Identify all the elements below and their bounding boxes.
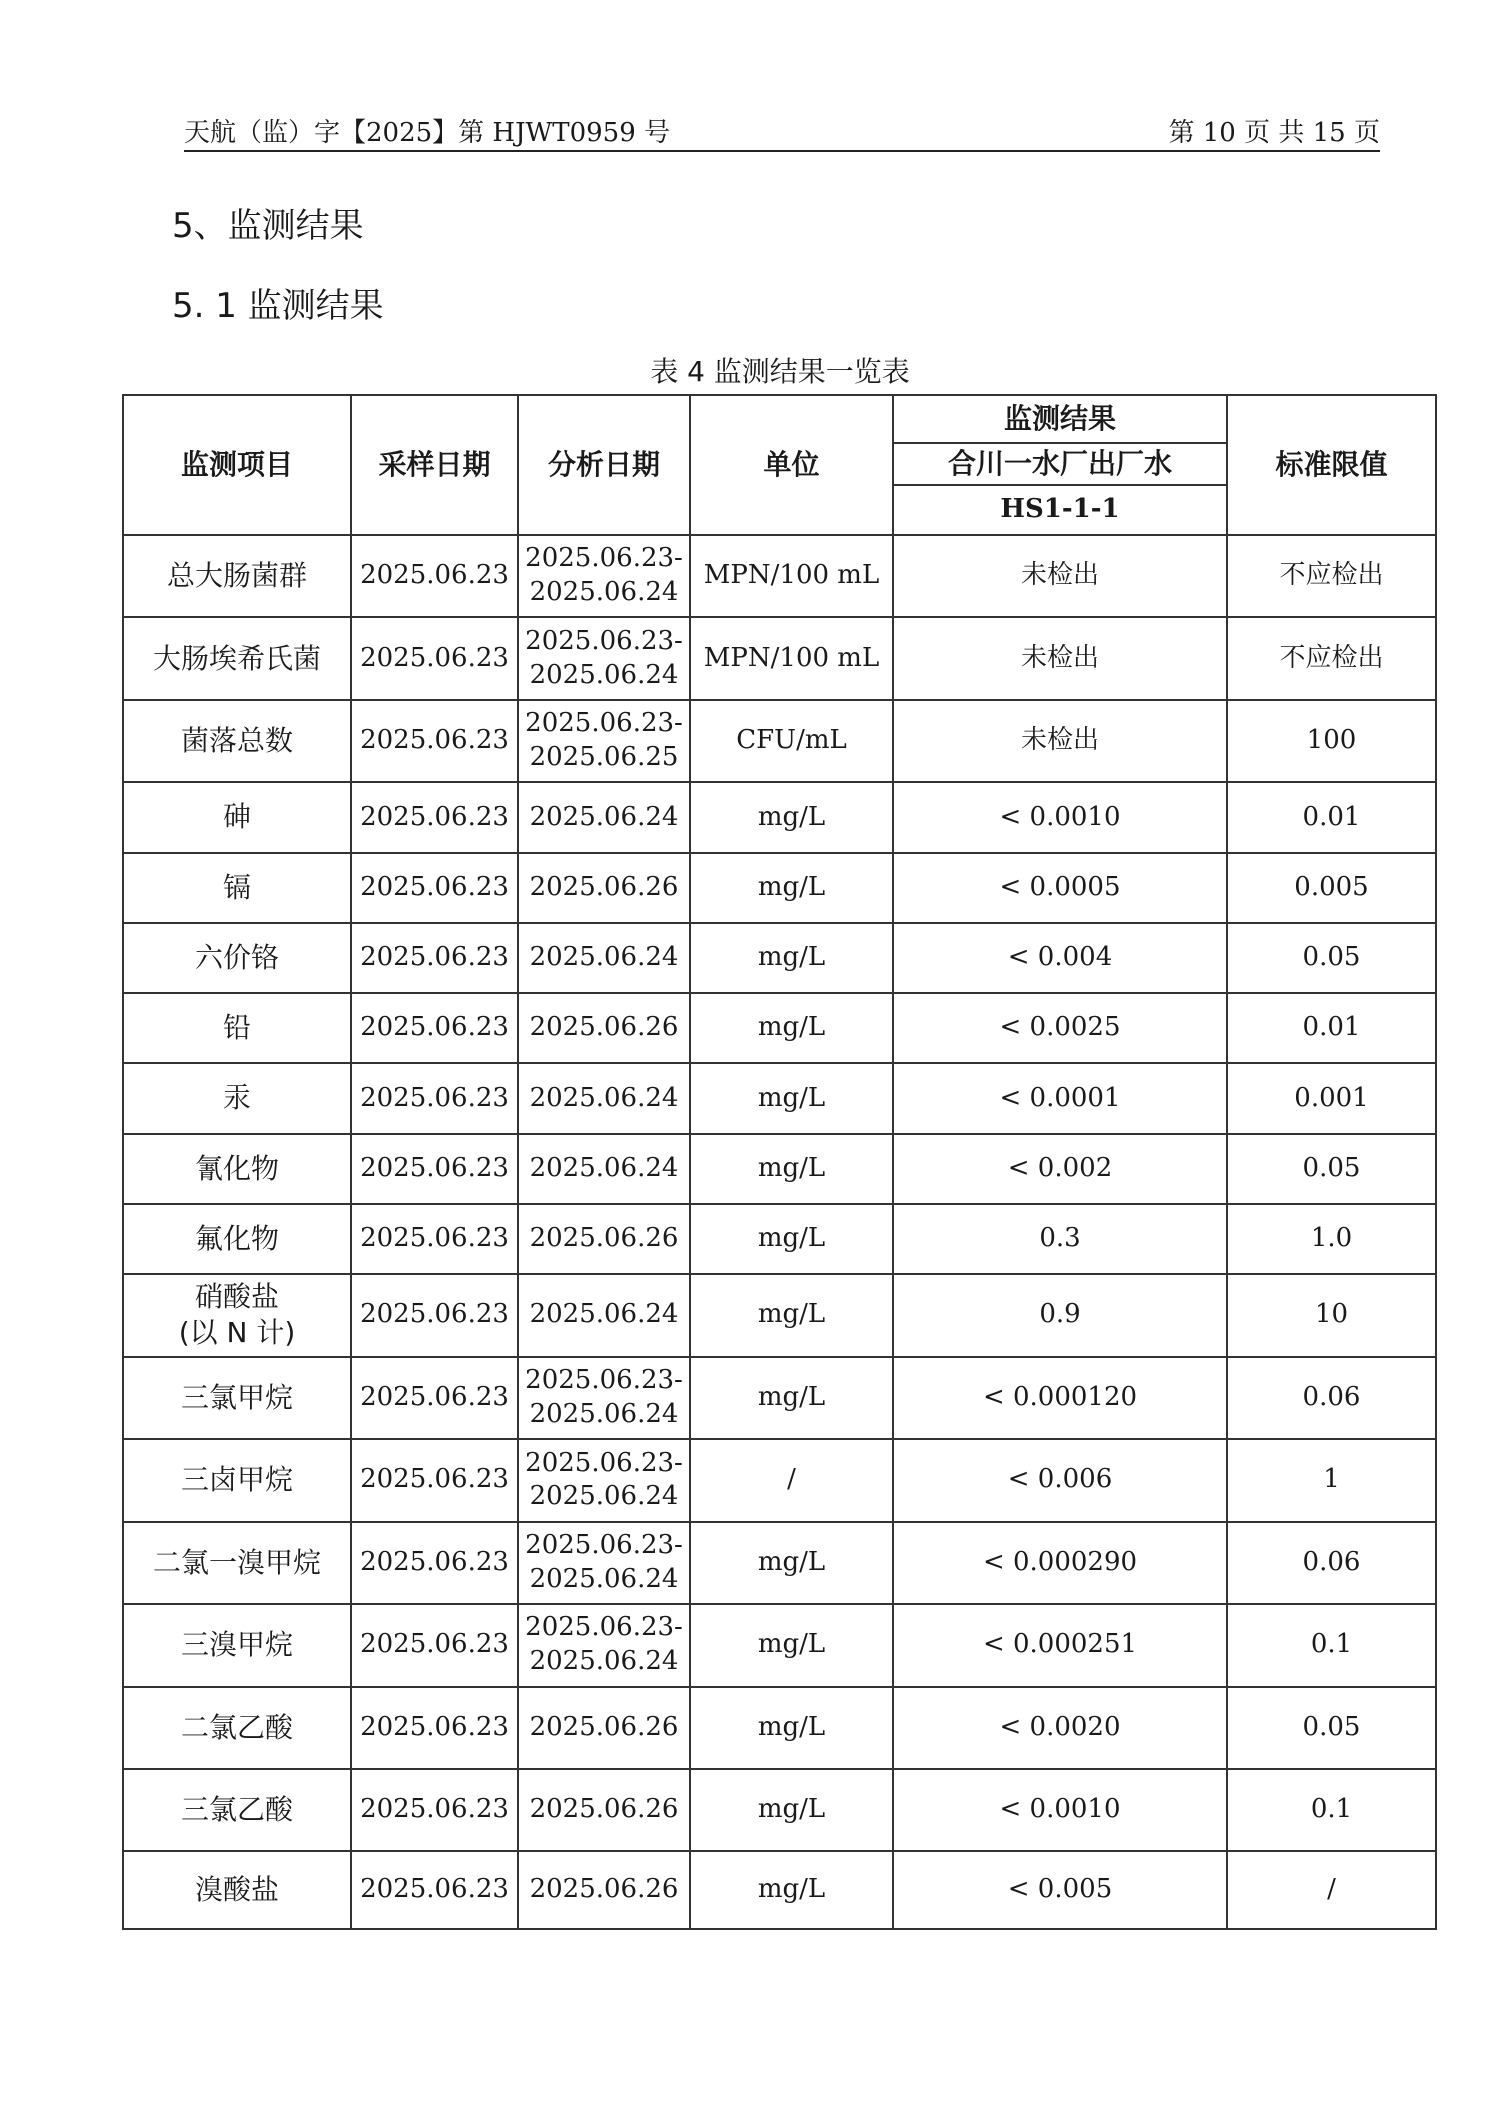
cell-result: < 0.005 xyxy=(893,1851,1227,1929)
cell-sampling-date: 2025.06.23 xyxy=(351,1134,518,1204)
cell-limit: 0.1 xyxy=(1227,1769,1436,1851)
cell-limit: 0.01 xyxy=(1227,782,1436,852)
table-row xyxy=(123,1274,1436,1356)
subsection-title: 5. 1 监测结果 xyxy=(172,286,384,326)
cell-analysis-date: 2025.06.23- 2025.06.24 xyxy=(518,1604,690,1686)
cell-sampling-date: 2025.06.23 xyxy=(351,1204,518,1274)
cell-item: 三氯乙酸 xyxy=(123,1769,351,1851)
table-row xyxy=(123,1522,1436,1604)
cell-unit: CFU/mL xyxy=(690,700,893,782)
cell-limit: 0.06 xyxy=(1227,1522,1436,1604)
cell-item: 汞 xyxy=(123,1063,351,1133)
table-row xyxy=(123,853,1436,923)
table-row xyxy=(123,617,1436,699)
header-limit: 标准限值 xyxy=(1227,395,1436,535)
results-table xyxy=(122,394,1437,1930)
table-row xyxy=(123,1769,1436,1851)
page-info: 第 10 页 共 15 页 xyxy=(1168,118,1380,148)
cell-sampling-date: 2025.06.23 xyxy=(351,1522,518,1604)
cell-item: 镉 xyxy=(123,853,351,923)
cell-sampling-date: 2025.06.23 xyxy=(351,1439,518,1521)
cell-sampling-date: 2025.06.23 xyxy=(351,1769,518,1851)
table-row xyxy=(123,535,1436,617)
cell-result: < 0.0005 xyxy=(893,853,1227,923)
cell-analysis-date: 2025.06.26 xyxy=(518,1851,690,1929)
cell-item: 砷 xyxy=(123,782,351,852)
cell-limit: 10 xyxy=(1227,1274,1436,1356)
cell-unit: mg/L xyxy=(690,993,893,1063)
header-analysis-date: 分析日期 xyxy=(518,395,690,535)
cell-unit: mg/L xyxy=(690,1134,893,1204)
cell-analysis-date: 2025.06.23- 2025.06.25 xyxy=(518,700,690,782)
cell-result: < 0.000290 xyxy=(893,1522,1227,1604)
page-header xyxy=(184,108,1380,152)
cell-result: 0.3 xyxy=(893,1204,1227,1274)
cell-unit: mg/L xyxy=(690,1851,893,1929)
cell-unit: mg/L xyxy=(690,1357,893,1439)
cell-limit: 0.05 xyxy=(1227,923,1436,993)
cell-limit: / xyxy=(1227,1851,1436,1929)
cell-analysis-date: 2025.06.26 xyxy=(518,993,690,1063)
cell-analysis-date: 2025.06.26 xyxy=(518,1687,690,1769)
cell-result: 0.9 xyxy=(893,1274,1227,1356)
cell-unit: mg/L xyxy=(690,923,893,993)
table-row xyxy=(123,1439,1436,1521)
cell-item: 三溴甲烷 xyxy=(123,1604,351,1686)
cell-unit: mg/L xyxy=(690,782,893,852)
cell-analysis-date: 2025.06.26 xyxy=(518,1204,690,1274)
cell-sampling-date: 2025.06.23 xyxy=(351,782,518,852)
cell-item: 铅 xyxy=(123,993,351,1063)
cell-item: 溴酸盐 xyxy=(123,1851,351,1929)
cell-item: 二氯一溴甲烷 xyxy=(123,1522,351,1604)
cell-unit: mg/L xyxy=(690,1604,893,1686)
cell-limit: 1 xyxy=(1227,1439,1436,1521)
cell-sampling-date: 2025.06.23 xyxy=(351,617,518,699)
cell-item: 三卤甲烷 xyxy=(123,1439,351,1521)
cell-result: < 0.006 xyxy=(893,1439,1227,1521)
table-row xyxy=(123,700,1436,782)
report-id: 天航（监）字【2025】第 HJWT0959 号 xyxy=(184,118,671,148)
table-row xyxy=(123,923,1436,993)
cell-result: 未检出 xyxy=(893,535,1227,617)
cell-item: 大肠埃希氏菌 xyxy=(123,617,351,699)
table-row xyxy=(123,1851,1436,1929)
cell-item: 硝酸盐 (以 N 计) xyxy=(123,1274,351,1356)
cell-sampling-date: 2025.06.23 xyxy=(351,923,518,993)
cell-sampling-date: 2025.06.23 xyxy=(351,1274,518,1356)
cell-result: < 0.002 xyxy=(893,1134,1227,1204)
cell-limit: 0.01 xyxy=(1227,993,1436,1063)
header-row-1 xyxy=(123,395,1436,443)
cell-sampling-date: 2025.06.23 xyxy=(351,1604,518,1686)
cell-limit: 0.001 xyxy=(1227,1063,1436,1133)
cell-unit: mg/L xyxy=(690,1274,893,1356)
cell-limit: 0.05 xyxy=(1227,1687,1436,1769)
cell-analysis-date: 2025.06.23- 2025.06.24 xyxy=(518,617,690,699)
cell-result: < 0.0010 xyxy=(893,1769,1227,1851)
cell-result: < 0.0001 xyxy=(893,1063,1227,1133)
cell-analysis-date: 2025.06.23- 2025.06.24 xyxy=(518,1439,690,1521)
cell-result: < 0.000251 xyxy=(893,1604,1227,1686)
cell-analysis-date: 2025.06.23- 2025.06.24 xyxy=(518,1522,690,1604)
cell-result: < 0.0010 xyxy=(893,782,1227,852)
header-item: 监测项目 xyxy=(123,395,351,535)
cell-limit: 100 xyxy=(1227,700,1436,782)
cell-result: < 0.0025 xyxy=(893,993,1227,1063)
cell-analysis-date: 2025.06.24 xyxy=(518,923,690,993)
cell-sampling-date: 2025.06.23 xyxy=(351,1357,518,1439)
cell-sampling-date: 2025.06.23 xyxy=(351,993,518,1063)
cell-unit: mg/L xyxy=(690,1204,893,1274)
cell-item: 菌落总数 xyxy=(123,700,351,782)
cell-limit: 0.05 xyxy=(1227,1134,1436,1204)
cell-limit: 0.005 xyxy=(1227,853,1436,923)
cell-result: < 0.000120 xyxy=(893,1357,1227,1439)
cell-analysis-date: 2025.06.23- 2025.06.24 xyxy=(518,1357,690,1439)
cell-unit: MPN/100 mL xyxy=(690,617,893,699)
cell-analysis-date: 2025.06.24 xyxy=(518,1063,690,1133)
cell-analysis-date: 2025.06.24 xyxy=(518,1134,690,1204)
cell-item: 六价铬 xyxy=(123,923,351,993)
table-row xyxy=(123,1357,1436,1439)
cell-result: 未检出 xyxy=(893,617,1227,699)
cell-item: 二氯乙酸 xyxy=(123,1687,351,1769)
cell-sampling-date: 2025.06.23 xyxy=(351,700,518,782)
header-sampling-date: 采样日期 xyxy=(351,395,518,535)
cell-sampling-date: 2025.06.23 xyxy=(351,1063,518,1133)
cell-limit: 不应检出 xyxy=(1227,535,1436,617)
cell-sampling-date: 2025.06.23 xyxy=(351,853,518,923)
cell-analysis-date: 2025.06.24 xyxy=(518,782,690,852)
table-row xyxy=(123,1604,1436,1686)
table-row xyxy=(123,1687,1436,1769)
table-row xyxy=(123,1134,1436,1204)
cell-sampling-date: 2025.06.23 xyxy=(351,1687,518,1769)
cell-analysis-date: 2025.06.26 xyxy=(518,1769,690,1851)
cell-limit: 0.06 xyxy=(1227,1357,1436,1439)
table-row xyxy=(123,1063,1436,1133)
cell-unit: mg/L xyxy=(690,1063,893,1133)
cell-limit: 1.0 xyxy=(1227,1204,1436,1274)
cell-analysis-date: 2025.06.26 xyxy=(518,853,690,923)
cell-sampling-date: 2025.06.23 xyxy=(351,1851,518,1929)
cell-unit: mg/L xyxy=(690,1687,893,1769)
cell-item: 三氯甲烷 xyxy=(123,1357,351,1439)
cell-unit: MPN/100 mL xyxy=(690,535,893,617)
header-result: 监测结果 xyxy=(893,395,1227,443)
table-caption: 表 4 监测结果一览表 xyxy=(650,355,910,388)
cell-unit: / xyxy=(690,1439,893,1521)
cell-analysis-date: 2025.06.23- 2025.06.24 xyxy=(518,535,690,617)
cell-limit: 不应检出 xyxy=(1227,617,1436,699)
cell-item: 氰化物 xyxy=(123,1134,351,1204)
section-title: 5、监测结果 xyxy=(172,206,364,246)
header-unit: 单位 xyxy=(690,395,893,535)
cell-result: < 0.004 xyxy=(893,923,1227,993)
table-row xyxy=(123,782,1436,852)
table-row xyxy=(123,1204,1436,1274)
cell-item: 总大肠菌群 xyxy=(123,535,351,617)
cell-analysis-date: 2025.06.24 xyxy=(518,1274,690,1356)
cell-unit: mg/L xyxy=(690,1522,893,1604)
cell-item: 氟化物 xyxy=(123,1204,351,1274)
cell-unit: mg/L xyxy=(690,1769,893,1851)
table-row xyxy=(123,993,1436,1063)
header-sample-code: HS1-1-1 xyxy=(893,485,1227,535)
cell-limit: 0.1 xyxy=(1227,1604,1436,1686)
cell-sampling-date: 2025.06.23 xyxy=(351,535,518,617)
header-location: 合川一水厂出厂水 xyxy=(893,443,1227,485)
cell-result: < 0.0020 xyxy=(893,1687,1227,1769)
cell-result: 未检出 xyxy=(893,700,1227,782)
cell-unit: mg/L xyxy=(690,853,893,923)
